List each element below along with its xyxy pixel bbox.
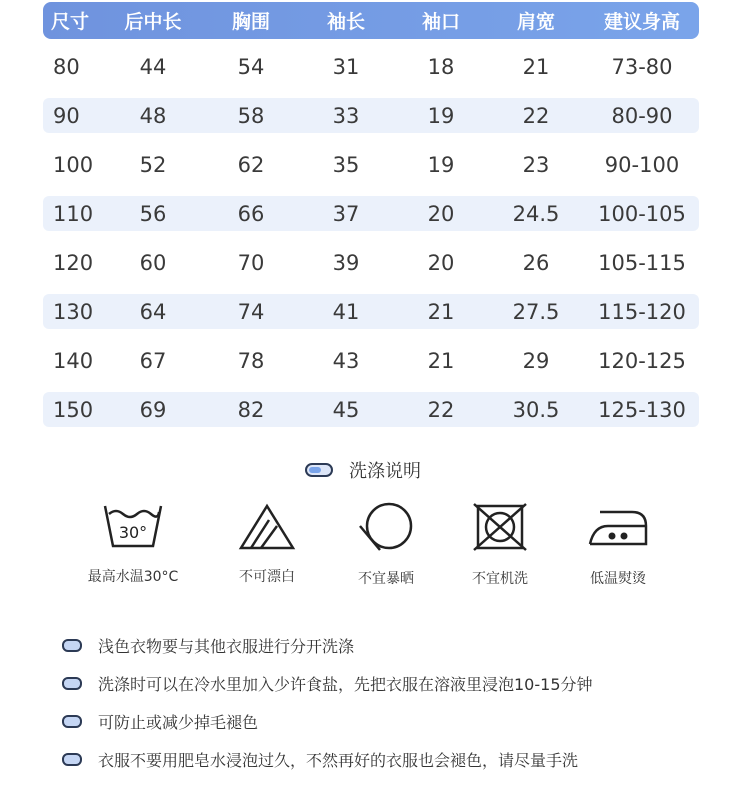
care-label-machine: 不宜机洗: [472, 571, 528, 587]
cell-cuff: 19: [427, 103, 455, 128]
cell-back-length: 64: [139, 299, 167, 324]
table-row: [43, 294, 699, 329]
cell-cuff: 21: [427, 299, 455, 324]
care-label-sun: 不宜暴晒: [358, 571, 414, 587]
care-label-iron: 低温熨烫: [590, 571, 646, 587]
cell-cuff: 20: [427, 250, 455, 275]
header-cuff: 袖口: [421, 11, 460, 33]
cell-shoulder: 30.5: [512, 397, 560, 422]
note-item: [62, 702, 722, 740]
cell-chest: 54: [237, 54, 265, 79]
cell-size: 110: [53, 201, 94, 226]
cell-chest: 62: [237, 152, 265, 177]
cell-cuff: 19: [427, 152, 455, 177]
cell-cuff: 18: [427, 54, 455, 79]
cell-back-length: 48: [139, 103, 167, 128]
table-row: [43, 392, 699, 427]
header-height: 建议身高: [603, 11, 680, 33]
cell-sleeve-length: 31: [332, 54, 360, 79]
table-row: [43, 343, 699, 378]
note-text: 可防止或减少掉毛褪色: [98, 712, 259, 732]
size-table-header: [43, 2, 699, 39]
cell-size: 100: [53, 152, 94, 177]
cell-height: 125-130: [598, 397, 686, 422]
cell-back-length: 56: [139, 201, 167, 226]
no-bleach-icon: [237, 500, 297, 552]
table-row: [43, 245, 699, 280]
care-item-sun: [321, 500, 451, 588]
care-item-wash: [68, 500, 198, 586]
care-label-wash: 最高水温30°C: [87, 569, 179, 585]
care-item-iron: [553, 500, 683, 588]
washing-title: [305, 457, 421, 483]
cell-chest: 82: [237, 397, 265, 422]
low-iron-icon: [586, 500, 650, 554]
note-text: 衣服不要用肥皂水浸泡过久，不然再好的衣服也会褪色，请尽量手洗: [98, 750, 579, 770]
cell-size: 120: [53, 250, 94, 275]
cell-shoulder: 26: [522, 250, 550, 275]
bullet-pill-icon: [62, 639, 82, 652]
cell-height: 120-125: [598, 348, 686, 373]
washing-title-text: 洗涤说明: [349, 461, 421, 482]
cell-size: 140: [53, 348, 94, 373]
cell-back-length: 44: [139, 54, 167, 79]
header-shoulder: 肩宽: [516, 11, 555, 33]
cell-shoulder: 24.5: [512, 201, 560, 226]
table-row: [43, 196, 699, 231]
cell-chest: 78: [237, 348, 265, 373]
cell-back-length: 69: [139, 397, 167, 422]
cell-sleeve-length: 37: [332, 201, 360, 226]
cell-back-length: 67: [139, 348, 167, 373]
bullet-pill-icon: [62, 753, 82, 766]
cell-chest: 66: [237, 201, 265, 226]
table-row: [43, 98, 699, 133]
wash-30-icon: [101, 500, 165, 552]
cell-size: 80: [53, 54, 80, 79]
cell-height: 73-80: [611, 54, 673, 79]
cell-height: 115-120: [598, 299, 686, 324]
cell-shoulder: 22: [522, 103, 550, 128]
cell-sleeve-length: 33: [332, 103, 360, 128]
no-machine-wash-icon: [470, 500, 530, 554]
bullet-pill-icon: [62, 677, 82, 690]
toggle-pill-icon: [305, 463, 333, 477]
cell-height: 100-105: [598, 201, 686, 226]
cell-sleeve-length: 41: [332, 299, 360, 324]
cell-back-length: 52: [139, 152, 167, 177]
cell-chest: 58: [237, 103, 265, 128]
care-label-bleach: 不可漂白: [239, 569, 295, 585]
care-icons: [80, 500, 700, 610]
cell-height: 105-115: [598, 250, 686, 275]
cell-chest: 70: [237, 250, 265, 275]
cell-sleeve-length: 35: [332, 152, 360, 177]
no-tumble-dry-icon: [356, 500, 416, 554]
cell-shoulder: 23: [522, 152, 550, 177]
svg-text:30°: 30°: [118, 523, 148, 542]
cell-shoulder: 27.5: [512, 299, 560, 324]
care-item-bleach: [202, 500, 332, 586]
care-item-machine: [435, 500, 565, 588]
cell-chest: 74: [237, 299, 265, 324]
cell-shoulder: 29: [522, 348, 550, 373]
cell-sleeve-length: 43: [332, 348, 360, 373]
cell-sleeve-length: 39: [332, 250, 360, 275]
size-table: [43, 2, 699, 427]
cell-back-length: 60: [139, 250, 167, 275]
cell-sleeve-length: 45: [332, 397, 360, 422]
cell-cuff: 22: [427, 397, 455, 422]
header-sleeve-length: 袖长: [326, 11, 365, 33]
note-text: 洗涤时可以在冷水里加入少许食盐，先把衣服在溶液里浸泡10-15分钟: [98, 674, 593, 694]
note-item: [62, 626, 722, 664]
note-item: [62, 740, 722, 778]
note-item: [62, 664, 722, 702]
header-chest: 胸围: [231, 11, 270, 33]
header-back-length: 后中长: [124, 11, 182, 33]
cell-cuff: 20: [427, 201, 455, 226]
table-row: [43, 147, 699, 182]
size-table-body: [43, 49, 699, 427]
cell-size: 90: [53, 103, 80, 128]
table-row: [43, 49, 699, 84]
header-size: 尺寸: [51, 11, 90, 33]
washing-notes: [62, 626, 722, 778]
cell-size: 150: [53, 397, 94, 422]
cell-height: 90-100: [604, 152, 680, 177]
note-text: 浅色衣物要与其他衣服进行分开洗涤: [98, 636, 355, 656]
cell-size: 130: [53, 299, 94, 324]
cell-shoulder: 21: [522, 54, 550, 79]
cell-cuff: 21: [427, 348, 455, 373]
cell-height: 80-90: [611, 103, 673, 128]
bullet-pill-icon: [62, 715, 82, 728]
